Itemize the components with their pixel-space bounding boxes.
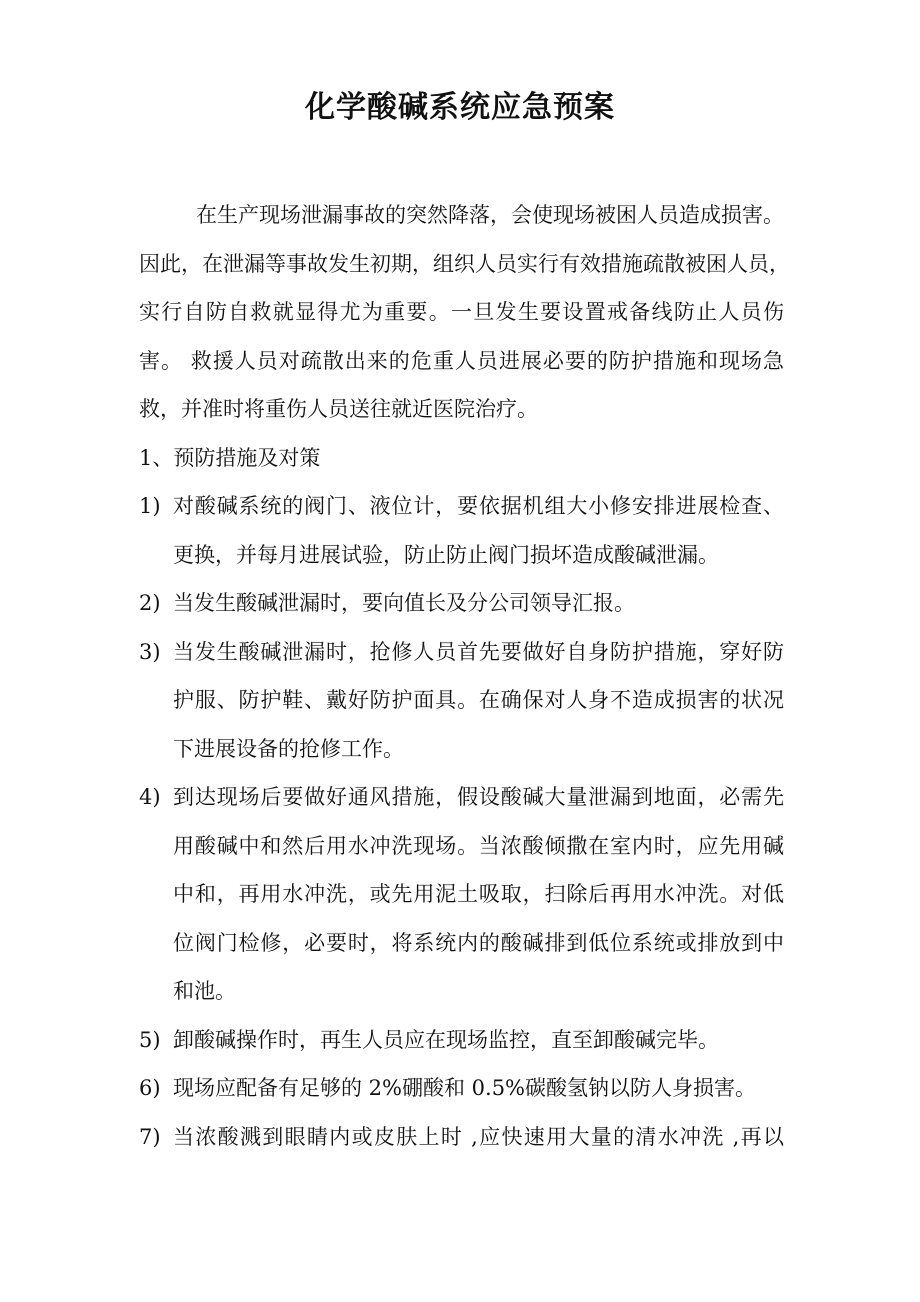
- document-title: 化学酸碱系统应急预案: [305, 90, 615, 125]
- list-item-text: 位阀门检修，必要时，将系统内的酸碱排到低位系统或排放到中: [173, 930, 784, 955]
- list-item-text: 当发生酸碱泄漏时，抢修人员首先要做好自身防护措施，穿好防: [173, 639, 784, 664]
- list-item-number: 2): [139, 591, 161, 615]
- list-item-number: 3): [139, 639, 161, 664]
- intro-paragraph-line: 实行自防自救就显得尤为重要。一旦发生要设置戒备线防止人员伤: [139, 300, 784, 324]
- list-item-text: 到达现场后要做好通风措施，假设酸碱大量泄漏到地面，必需先: [173, 785, 784, 809]
- list-item-text: 更换，并每月进展试验，防止防止阀门损坏造成酸碱泄漏。: [173, 542, 719, 567]
- intro-paragraph-line: 害。 救援人员对疏散出来的危重人员进展必要的防护措施和现场急: [139, 348, 784, 373]
- list-item-number: 7): [139, 1124, 161, 1149]
- list-item-text: 护服、防护鞋、戴好防护面具。在确保对人身不造成损害的状况: [173, 688, 784, 712]
- list-item-text: 和池。: [173, 979, 236, 1003]
- intro-paragraph-line: 因此，在泄漏等事故发生初期，组织人员实行有效措施疏散被困人员，: [139, 251, 790, 276]
- list-item-text: 用酸碱中和然后用水冲洗现场。当浓酸倾撒在室内时，应先用碱: [173, 833, 784, 858]
- section-heading: 1、预防措施及对策: [139, 445, 321, 470]
- list-item-number: 5): [139, 1027, 161, 1052]
- list-item-text: 中和，再用水冲洗，或先用泥土吸取，扫除后再用水冲洗。对低: [173, 882, 784, 906]
- intro-paragraph-line: 救，并准时将重伤人员送往就近医院治疗。: [139, 397, 538, 421]
- list-item-number: 1): [139, 494, 161, 518]
- intro-paragraph-line: 在生产现场泄漏事故的突然降落，会使现场被困人员造成损害。: [196, 203, 784, 227]
- list-item-text: 现场应配备有足够的 2%硼酸和 0.5%碳酸氢钠以防人身损害。: [173, 1076, 757, 1100]
- list-item-text: 下进展设备的抢修工作。: [173, 736, 404, 761]
- list-item-text: 当发生酸碱泄漏时，要向值长及分公司领导汇报。: [173, 591, 635, 615]
- list-item-text: 当浓酸溅到眼睛内或皮肤上时 ,应快速用大量的清水冲洗 ,再以: [173, 1124, 784, 1149]
- list-item-text: 对酸碱系统的阀门、液位计，要依据机组大小修安排进展检查、: [173, 494, 784, 518]
- list-item-text: 卸酸碱操作时，再生人员应在现场监控，直至卸酸碱完毕。: [173, 1027, 719, 1052]
- list-item-number: 4): [139, 785, 161, 809]
- list-item-number: 6): [139, 1076, 161, 1100]
